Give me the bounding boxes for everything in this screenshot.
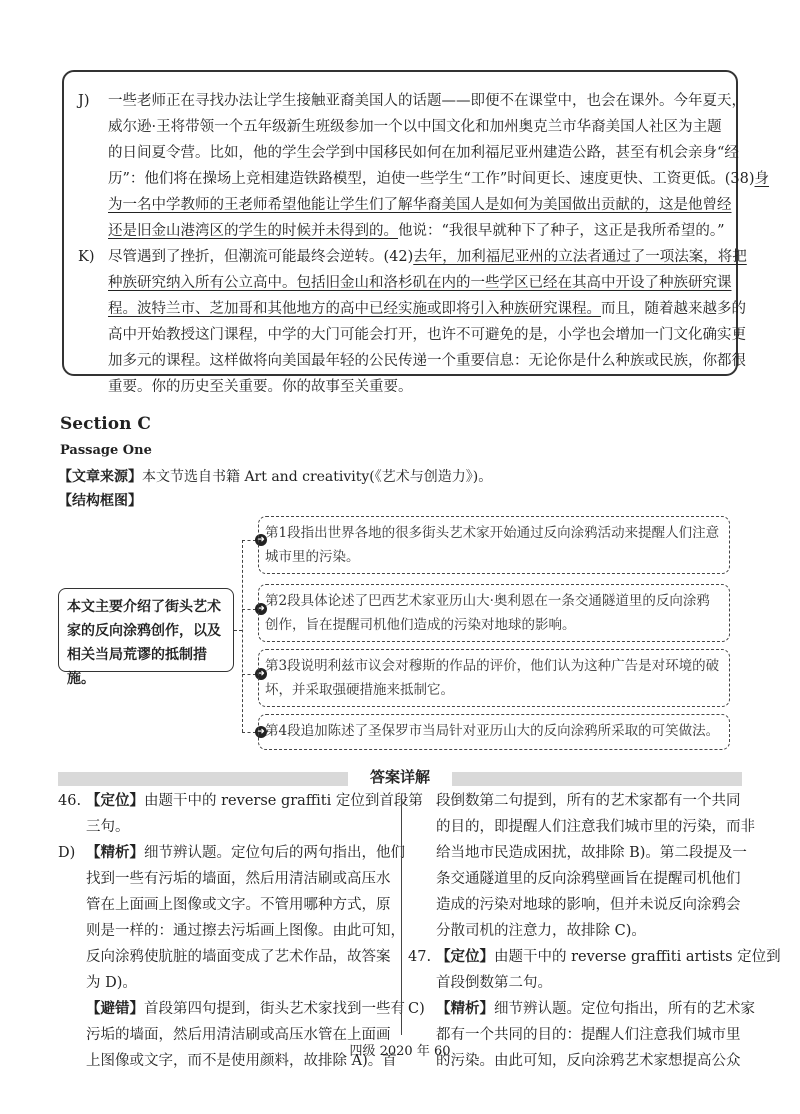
- column-divider: [401, 795, 402, 1035]
- underlined-text: 身: [754, 171, 769, 187]
- answer-line: [58, 918, 405, 944]
- structure-label: [58, 490, 142, 510]
- text-line: [108, 296, 746, 322]
- answer-text: 管在上面画上图像或文字。不管用哪种方式，原: [86, 897, 391, 913]
- answer-text: 首段第四句提到，街头艺术家找到一些有: [144, 1001, 405, 1017]
- answer-text: 的目的，即提醒人们注意我们城市里的污染，而非: [436, 819, 755, 835]
- structure-label-text: 【结构框图】: [58, 493, 142, 509]
- section-title: Section C: [60, 414, 151, 434]
- answer-number: 46.: [58, 793, 82, 809]
- answer-line: [408, 918, 748, 944]
- text-segment: 而且，随着越来越多的: [601, 301, 746, 317]
- answer-text: 段倒数第二句提到，所有的艺术家都有一个共同: [436, 793, 741, 809]
- answer-line: [58, 866, 398, 892]
- answers-title: 答案详解: [369, 768, 430, 786]
- paragraph-j: [78, 88, 769, 244]
- answer-text: 条交通隧道里的反向涂鸦壁画旨在提醒司机他们: [436, 871, 741, 887]
- answer-line: [408, 944, 781, 970]
- text-segment: 加多元的课程。这样做将向美国最年轻的公民传递一个重要信息：无论你是什么种族或民族，你都很: [108, 353, 746, 369]
- text-segment: 他说：“我很早就种下了种子，这正是我所希望的。”: [398, 223, 725, 239]
- answer-number: C): [408, 1001, 425, 1017]
- connector-vertical: [242, 540, 243, 732]
- answer-text: 都有一个共同的目的：提醒人们注意我们城市里: [436, 1027, 741, 1043]
- answer-text: 细节辨认题。定位句指出，所有的艺术家: [494, 1001, 755, 1017]
- answer-text: 找到一些有污垢的墙面，然后用清洁刷或高压水: [86, 871, 391, 887]
- paragraph-label: J): [78, 93, 90, 109]
- diagram-node-2: 第2段具体论述了巴西艺术家亚历山大·奥利恩在一条交通隧道里的反向涂鸦创作，旨在提醒司机他们造成的污染对地球的影响。: [258, 584, 730, 642]
- answer-tag: 【定位】: [86, 793, 144, 809]
- text-line: [108, 166, 769, 192]
- answer-line: [408, 996, 755, 1022]
- diagram-node-3: 第3段说明利兹市议会对穆斯的作品的评价，他们认为这种广告是对环境的破坏，并采取强硬措施来抵制它。: [258, 649, 730, 707]
- source-line: [58, 466, 492, 486]
- answers-right-column: [408, 788, 781, 1074]
- text-segment: 高中开始教授这门课程，中学的大门可能会打开，也许不可避免的是，小学也会增加一门文化确实更: [108, 327, 746, 343]
- source-text: 本文节选自书籍 Art and creativity(《艺术与创造力》)。: [142, 469, 493, 485]
- arrow-circle-icon: ➜: [255, 726, 267, 738]
- connector: [242, 609, 256, 610]
- answer-text: 由题干中的 reverse graffiti artists 定位到: [494, 949, 781, 965]
- answer-line: [58, 996, 405, 1022]
- text-line: [108, 192, 732, 218]
- text-line: [108, 88, 746, 114]
- answer-text: 分散司机的注意力，故排除 C)。: [436, 923, 646, 939]
- diagram-node-1: 第1段指出世界各地的很多街头艺术家开始通过反向涂鸦活动来提醒人们注意城市里的污染。: [258, 516, 730, 574]
- answer-text: 则是一样的：通过擦去污垢画上图像。由此可知，: [86, 923, 405, 939]
- answer-tag: 【避错】: [86, 1001, 144, 1017]
- header-bar: [58, 772, 348, 786]
- answer-tag: 【精析】: [436, 1001, 494, 1017]
- connector: [242, 674, 256, 675]
- answer-tag: 【定位】: [436, 949, 494, 965]
- answer-line: [58, 970, 398, 996]
- connector: [234, 630, 242, 631]
- text-line: [108, 322, 746, 348]
- arrow-circle-icon: ➜: [255, 534, 267, 546]
- text-segment: 一些老师正在寻找办法让学生接触亚裔美国人的话题——即便不在课堂中，也会在课外。今年夏天，: [108, 93, 746, 109]
- text-line: [108, 374, 728, 400]
- arrow-circle-icon: ➜: [255, 668, 267, 680]
- answer-line: [58, 788, 423, 814]
- answer-text: 由题干中的 reverse graffiti 定位到首段第: [144, 793, 423, 809]
- answer-line: [408, 892, 748, 918]
- answer-number: 47.: [408, 949, 432, 965]
- diagram-node-4: 第4段追加陈述了圣保罗市当局针对亚历山大的反向涂鸦所采取的可笑做法。: [258, 714, 730, 750]
- answer-text: 三句。: [86, 819, 130, 835]
- underlined-text: 去年，加利福尼亚州的立法者通过了一项法案，将把: [413, 249, 747, 265]
- text-segment: 重要。你的历史至关重要。你的故事至关重要。: [108, 379, 413, 395]
- text-line: [108, 270, 732, 296]
- diagram-main-box: 本文主要介绍了街头艺术家的反向涂鸦创作，以及相关当局荒谬的抵制措施。: [58, 588, 234, 672]
- answer-line: [408, 970, 748, 996]
- answer-line: [408, 814, 755, 840]
- answer-text: 污垢的墙面，然后用清洁刷或高压水管在上面画: [86, 1027, 391, 1043]
- answer-line: [408, 788, 748, 814]
- text-segment: 的日间夏令营。比如，他的学生会学到中国移民如何在加利福尼亚州建造公路，甚至有机会亲身“经: [108, 145, 739, 161]
- arrow-circle-icon: ➜: [255, 603, 267, 615]
- answer-text: 为 D)。: [86, 975, 137, 991]
- answer-line: [58, 814, 398, 840]
- answer-line: [408, 866, 748, 892]
- answer-text: 反向涂鸦使肮脏的墙面变成了艺术作品，故答案: [86, 949, 391, 965]
- answer-line: [58, 840, 405, 866]
- text-segment: 威尔逊·王将带领一个五年级新生班级参加一个以中国文化和加州奥克兰市华裔美国人社区为主题: [108, 119, 722, 135]
- answer-text: 上图像或文字，而不是使用颜料，故排除 A)。首: [86, 1053, 397, 1069]
- underlined-text: 程。波特兰市、芝加哥和其他地方的高中已经实施或即将引入种族研究课程。: [108, 301, 601, 317]
- answer-text: 首段倒数第二句。: [436, 975, 552, 991]
- answer-text: 造成的污染对地球的影响，但并未说反向涂鸦会: [436, 897, 741, 913]
- answer-text: 的污染。由此可知，反向涂鸦艺术家想提高公众: [436, 1053, 741, 1069]
- page-footer: 四级 2020 年 60: [349, 1044, 451, 1059]
- text-line: [108, 348, 746, 374]
- source-label: 【文章来源】: [58, 469, 142, 485]
- header-bar: [452, 772, 742, 786]
- connector: [242, 732, 256, 733]
- text-line: [108, 218, 728, 244]
- answer-text: 给当地市民造成困扰，故排除 B)。第二段提及一: [436, 845, 747, 861]
- text-segment: 尽管遇到了挫折，但潮流可能最终会逆转。(42): [108, 249, 414, 265]
- underlined-text: 为一名中学教师的王老师希望他能让学生们了解华裔美国人是如何为美国做出贡献的，这是他曾经: [108, 197, 732, 213]
- connector: [242, 540, 256, 541]
- text-line: [108, 140, 739, 166]
- answer-line: [408, 840, 748, 866]
- passage-title: Passage One: [60, 443, 152, 458]
- underlined-text: 种族研究纳入所有公立高中。包括旧金山和洛杉矶在内的一些学区已经在其高中开设了种族研究课: [108, 275, 732, 291]
- answer-line: [58, 944, 398, 970]
- text-segment: 历”：他们将在操场上竞相建造铁路模型，迫使一些学生“工作”时间更长、速度更快、工资更低。(38): [108, 171, 755, 187]
- answer-number: D): [58, 845, 76, 861]
- answer-text: 细节辨认题。定位句后的两句指出，他们: [144, 845, 405, 861]
- answer-line: [58, 892, 398, 918]
- underlined-text: 还是旧金山港湾区的学生的时候并未得到的。: [108, 223, 398, 239]
- paragraph-label: K): [78, 249, 95, 265]
- paragraph-k: [78, 244, 747, 400]
- text-line: [108, 114, 728, 140]
- answer-tag: 【精析】: [86, 845, 144, 861]
- text-line: [108, 244, 747, 270]
